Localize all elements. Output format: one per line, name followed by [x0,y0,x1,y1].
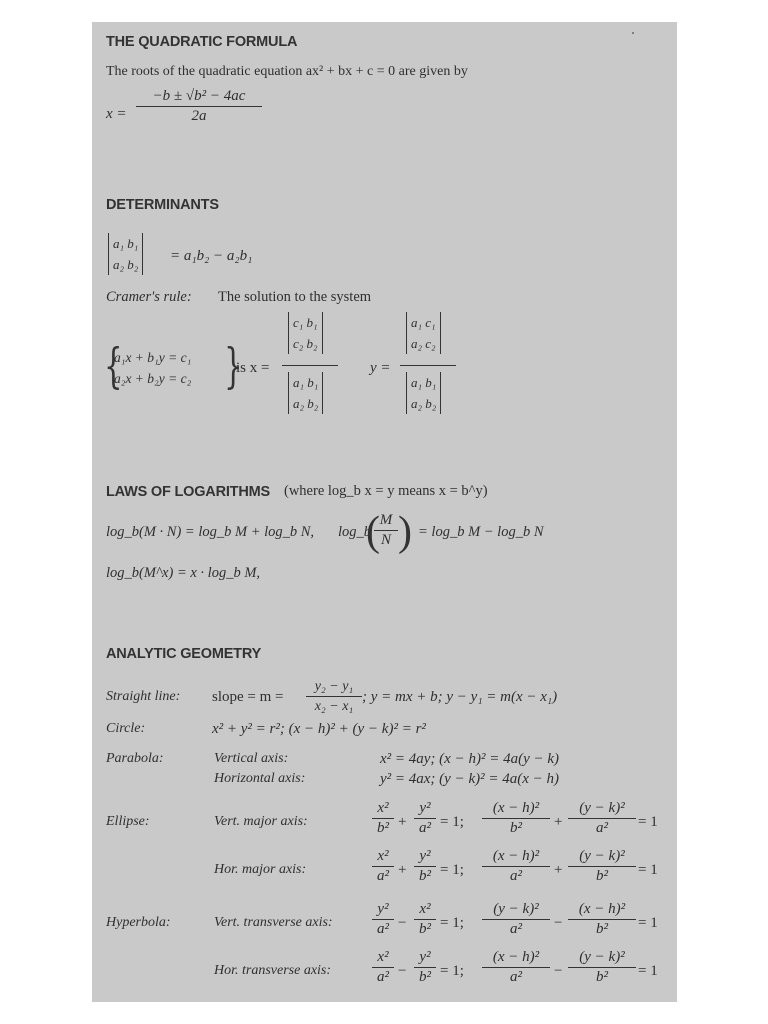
eh-eq-2: = 1 [638,862,658,878]
ellipse-h-frac-4 [568,848,636,885]
ellipse-v-frac-1 [372,800,394,837]
hyper-hor-label: Hor. transverse axis: [214,963,332,978]
right-brace-icon: } [224,338,243,394]
hv2-den: b² [419,921,431,937]
speck-mark [632,32,634,34]
hyperbola-label: Hyperbola: [106,915,171,930]
y-num-row-1: a₁ c₁ [411,315,436,330]
ev-eq-2: = 1 [638,814,658,830]
quadratic-lhs: x = [106,106,127,122]
left-paren-icon: ( [366,509,380,555]
parabola-label: Parabola: [106,751,164,766]
ellipse-v-frac-4 [568,800,636,837]
system-eq-1: a₁x + b₁y = c₁ [114,350,192,365]
hv-eq-1: = 1; [440,915,464,931]
hyper-h-frac-1 [372,949,394,986]
eh-eq-1: = 1; [440,862,464,878]
hh-eq-1: = 1; [440,963,464,979]
circle-label: Circle: [106,721,146,736]
right-paren-icon: ) [398,509,412,555]
ev-eq-1: = 1; [440,814,464,830]
hh3-den: a² [510,969,522,985]
hh2-den: b² [419,969,431,985]
quadratic-intro: The roots of the quadratic equation ax² + bx + c = 0 are given by [106,64,468,79]
log-law-2-prefix: log_b [338,524,372,540]
hv4-num: (x − h)² [568,901,636,920]
hh1-num: x² [372,949,394,968]
hyper-v-frac-4 [568,901,636,938]
hv1-num: y² [372,901,394,920]
determinants-heading: DETERMINANTS [106,197,219,213]
hh-minus-2: − [554,963,563,979]
slope-text: slope = m = [212,689,284,705]
log-law-2-fraction [374,512,398,549]
y-eq-label: y = [370,360,391,376]
ev1-num: x² [372,800,394,819]
matrix-row-2: a₂ b₂ [113,257,139,272]
quadratic-numerator: −b ± √b² − 4ac [136,88,262,107]
eh1-den: a² [377,868,389,884]
hv3-num: (y − k)² [482,901,550,920]
hyper-h-frac-3 [482,949,550,986]
hh4-num: (y − k)² [568,949,636,968]
quadratic-denominator: 2a [191,108,207,124]
ev2-num: y² [414,800,436,819]
y-numerator-det [406,312,441,354]
straight-line-label: Straight line: [106,689,181,704]
eh-plus-1: + [398,862,407,878]
x-den-row-2: a₂ b₂ [293,396,319,411]
ellipse-vert-label: Vert. major axis: [214,814,308,829]
hv4-den: b² [596,921,608,937]
ellipse-v-frac-3 [482,800,550,837]
parabola-vert-eq: x² = 4ay; (x − h)² = 4a(y − k) [380,751,559,767]
hh-minus-1: − [398,963,407,979]
y-den-row-2: a₂ b₂ [411,396,437,411]
slope-den: x₂ − x₁ [314,699,354,714]
circle-eq: x² + y² = r²; (x − h)² + (y − k)² = r² [212,721,426,737]
ev2-den: a² [419,820,431,836]
formula-sheet [92,22,677,1002]
hyper-v-frac-2 [414,901,436,938]
ev3-den: b² [510,820,522,836]
eh-plus-2: + [554,862,563,878]
matrix-row-1: a₁ b₁ [113,236,139,251]
eh2-den: b² [419,868,431,884]
logs-heading: LAWS OF LOGARITHMS [106,484,270,500]
quadratic-fraction [136,88,262,125]
slope-num: y₂ − y₁ [306,678,362,697]
hyper-h-frac-4 [568,949,636,986]
hv1-den: a² [377,921,389,937]
ellipse-hor-label: Hor. major axis: [214,862,307,877]
determinant-matrix [108,233,143,275]
left-brace-icon: { [104,338,123,394]
ellipse-h-frac-1 [372,848,394,885]
log-law-1: log_b(M · N) = log_b M + log_b N, [106,524,315,540]
ev4-den: a² [596,820,608,836]
y-den-row-1: a₁ b₁ [411,375,437,390]
hh4-den: b² [596,969,608,985]
hyper-v-frac-3 [482,901,550,938]
parabola-hor-eq: y² = 4ax; (y − k)² = 4a(x − h) [380,771,559,787]
hh1-den: a² [377,969,389,985]
cramer-label: Cramer's rule: [106,289,192,305]
y-num-row-2: a₂ c₂ [411,336,436,351]
logs-heading-note: (where log_b x = y means x = b^y) [284,483,488,499]
hh3-num: (x − h)² [482,949,550,968]
parabola-vert-label: Vertical axis: [214,751,289,766]
eh1-num: x² [372,848,394,867]
x-numerator-det [288,312,323,354]
eh4-den: b² [596,868,608,884]
eh3-den: a² [510,868,522,884]
hyper-vert-label: Vert. transverse axis: [214,915,333,930]
hv-minus-1: − [398,915,407,931]
x-fraction-bar [282,365,338,366]
quadratic-heading: THE QUADRATIC FORMULA [106,34,298,50]
cramer-text: The solution to the system [218,289,372,305]
y-fraction-bar [400,365,456,366]
hv2-num: x² [414,901,436,920]
hv-eq-2: = 1 [638,915,658,931]
hv-minus-2: − [554,915,563,931]
x-num-row-2: c₂ b₂ [293,336,318,351]
parabola-hor-label: Horizontal axis: [214,771,306,786]
ev-plus-2: + [554,814,563,830]
eh2-num: y² [414,848,436,867]
geometry-heading: ANALYTIC GEOMETRY [106,646,262,662]
log-law-2-den: N [380,532,391,548]
y-denominator-det [406,372,441,414]
hv3-den: a² [510,921,522,937]
hyper-v-frac-1 [372,901,394,938]
x-num-row-1: c₁ b₁ [293,315,318,330]
ev3-num: (x − h)² [482,800,550,819]
hh2-num: y² [414,949,436,968]
x-den-row-1: a₁ b₁ [293,375,319,390]
slope-fraction [306,678,362,715]
log-law-2-suffix: = log_b M − log_b N [418,524,544,540]
hyper-h-frac-2 [414,949,436,986]
straight-line-rest: ; y = mx + b; y − y₁ = m(x − x₁) [362,689,558,705]
ellipse-label: Ellipse: [106,814,150,829]
system-eq-2: a₂x + b₂y = c₂ [114,371,192,386]
eh4-num: (y − k)² [568,848,636,867]
eh3-num: (x − h)² [482,848,550,867]
log-law-3: log_b(M^x) = x · log_b M, [106,565,261,581]
ev-plus-1: + [398,814,407,830]
x-denominator-det [288,372,323,414]
determinant-expansion: = a₁b₂ − a₂b₁ [170,248,253,264]
ellipse-v-frac-2 [414,800,436,837]
ev1-den: b² [377,820,389,836]
ellipse-h-frac-3 [482,848,550,885]
log-law-2-num: M [374,512,398,531]
ellipse-h-frac-2 [414,848,436,885]
hh-eq-2: = 1 [638,963,658,979]
ev4-num: (y − k)² [568,800,636,819]
is-x-label: is x = [236,360,270,376]
